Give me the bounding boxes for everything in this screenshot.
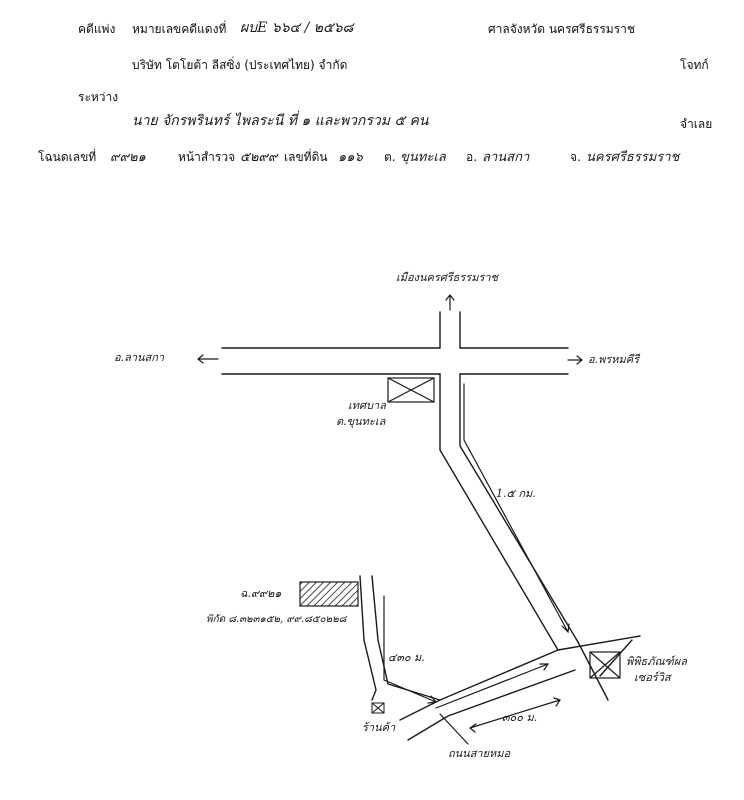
deed-number: ๙๙๒๑	[110, 150, 146, 165]
distance-1-label: 1.๕ กม.	[496, 487, 536, 500]
parcel-coordinates-label: พิกัด ๘.๓๒๓๑๕๒, ๙๙.๘๕๐๒๒๘	[206, 614, 347, 625]
shop-label: ร้านค้า	[362, 721, 396, 734]
arrow-east	[568, 356, 582, 364]
red-case-number: ผบE ๖๖๔ / ๒๕๖๘	[240, 20, 354, 36]
parcel-number-label: ฉ.๙๙๒๑	[240, 587, 282, 600]
arrow-north	[446, 295, 454, 310]
province-label: จ.	[570, 150, 581, 164]
to-city-label: เมืองนครศรีธรรมราช	[396, 271, 498, 284]
survey-page-label: หน้าสำรวจ	[178, 150, 236, 164]
province-name: นครศรีธรรมราช	[586, 150, 680, 165]
lane-east-edge	[372, 576, 440, 700]
defendant-name: นาย จักรพรินทร์ ไพลระนี ที่ ๑ และพวกรวม ๕ คน	[132, 113, 429, 129]
shop-building	[372, 703, 384, 713]
arrow-west	[198, 355, 218, 363]
defendant-role: จำเลย	[680, 117, 713, 131]
case-type-label: คดีแพ่ง	[78, 22, 116, 36]
subdistrict-name: ขุนทะเล	[400, 150, 446, 165]
landmark-building	[590, 652, 620, 678]
road-cross-b	[578, 642, 608, 700]
road-label-pointer	[440, 714, 468, 744]
to-phrom-label: อ.พรหมคีรี	[588, 353, 640, 366]
municipality-building	[388, 378, 434, 402]
between-label: ระหว่าง	[78, 90, 119, 104]
to-lansaka-label: อ.ลานสกา	[114, 351, 165, 364]
municipality-label-line1: เทศบาล	[348, 399, 386, 412]
survey-page-number: ๕๒๙๙	[240, 150, 278, 165]
district-label: อ.	[466, 150, 478, 164]
road-cross-a	[558, 636, 640, 650]
land-parcel	[300, 582, 358, 606]
land-number: ๑๑๖	[338, 150, 363, 165]
distance-3-label: ๓๐๐ ม.	[502, 711, 538, 724]
road-name-label: ถนนสายหมอ	[448, 747, 511, 760]
court-name: ศาลจังหวัด นครศรีธรรมราช	[488, 22, 636, 36]
land-number-label: เลขที่ดิน	[284, 150, 328, 164]
landmark-label-line2: เซอร์วิส	[634, 671, 671, 684]
arrow-route-1	[464, 384, 569, 632]
subdistrict-label: ต.	[384, 150, 396, 164]
district-name: ลานสกา	[482, 150, 530, 165]
municipality-label-line2: ต.ขุนทะเล	[336, 415, 386, 428]
landmark-label-line1: พิพิธภัณฑ์ผล	[626, 655, 687, 668]
distance-2-label: ๔๓๐ ม.	[388, 651, 425, 664]
road-lower-south-edge	[408, 670, 575, 740]
deed-number-label: โฉนดเลขที่	[38, 150, 97, 164]
plaintiff-name: บริษัท โตโยต้า ลีสซิ่ง (ประเทศไทย) จำกัด	[132, 58, 348, 72]
red-case-number-label: หมายเลขคดีแดงที่	[132, 22, 227, 36]
road-diagonal-east-edge	[460, 374, 578, 642]
plaintiff-role: โจทก์	[680, 58, 709, 72]
